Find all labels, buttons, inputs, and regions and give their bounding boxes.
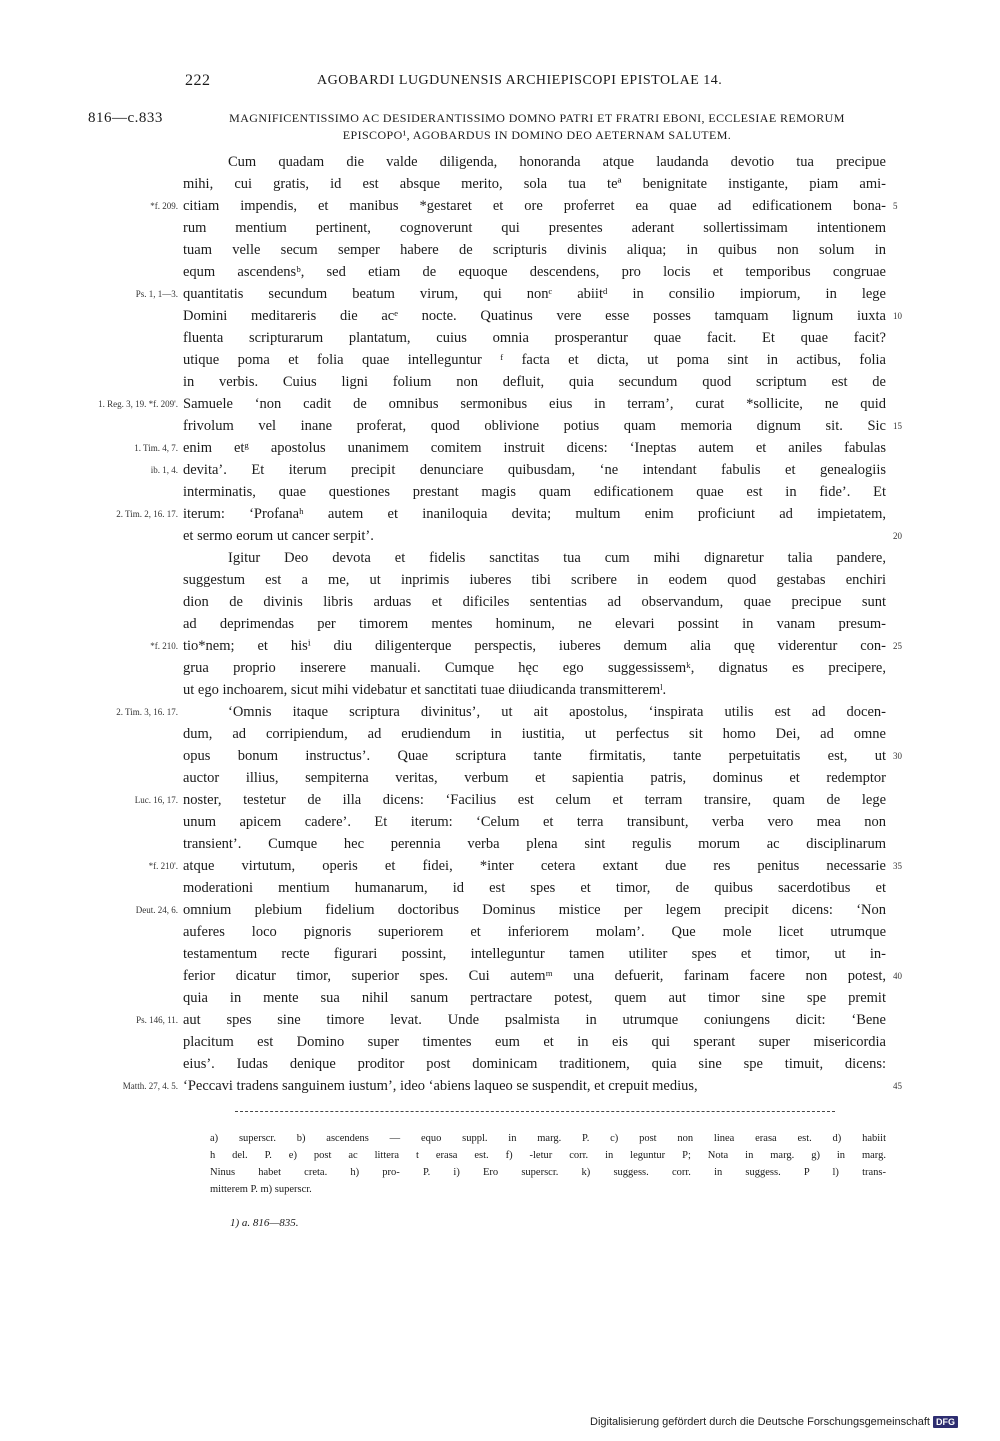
- text-line: transient’. Cumque hec perennia verba plena sint regulis morum ac disciplinarum: [183, 836, 886, 852]
- dfg-logo-icon: DFG: [933, 1416, 958, 1428]
- text-line: ad deprimendas per timorem mentes hominum, ne elevari possint in vanam presum-: [183, 616, 886, 632]
- text-line: Igitur Deo devota et fidelis sanctitas tua cum mihi dignaretur talia pandere,: [228, 550, 886, 566]
- credit-text: Digitalisierung gefördert durch die Deutsche Forschungsgemeinschaft: [590, 1416, 930, 1428]
- margin-reference: 2. Tim. 3, 16. 17.: [116, 707, 178, 717]
- text-line: auferes loco pignoris superiorem et inferiorem molam’. Que mole licet utrumque: [183, 924, 886, 940]
- text-line: utique poma et folia quae intelleguntur ᶠ facta et dicta, ut poma sint in actibus, folia: [183, 352, 886, 368]
- text-line: grua proprio inserere manuali. Cumque hęc ego suggessissemᵏ, dignatus es precipere,: [183, 660, 886, 676]
- running-title: AGOBARDI LUGDUNENSIS ARCHIEPISCOPI EPISTOLAE 14.: [317, 73, 723, 88]
- margin-reference: Ps. 1, 1—3.: [135, 289, 178, 299]
- text-line: omnium plebium fidelium doctoribus Dominus mistice per legem precipit dicens: ‘Non: [183, 902, 886, 918]
- text-line: rum mentium pertinent, cognoverunt qui presentes aderant sollertissimam intentionem: [183, 220, 886, 236]
- line-number: 25: [893, 641, 902, 651]
- text-line: tio*nem; et hisⁱ diu diligenterque perspectis, iuberes demum alia quę viderentur con-: [183, 638, 886, 654]
- line-number: 5: [893, 201, 898, 211]
- margin-reference: *f. 209.: [150, 201, 178, 211]
- text-line: ferior dicatur timor, superior spes. Cui autemᵐ una defuerit, farinam facere non potest,: [183, 968, 886, 984]
- text-line: citiam impendis, et manibus *gestaret et ore proferret ea quae ad edificationem bona-: [183, 198, 886, 214]
- text-line: interminatis, quae questiones prestant magis quam edificationem quae est in fide’. Et: [183, 484, 886, 500]
- text-line: dion de divinis libris arduas et dificiles sententias ad observandum, quae precipue sunt: [183, 594, 886, 610]
- margin-reference: 1. Reg. 3, 19. *f. 209'.: [98, 399, 178, 409]
- footnote-line: a) superscr. b) ascendens — equo suppl. in marg. P. c) post non linea erasa est. d) habiit: [210, 1133, 886, 1144]
- text-line: unum apicem cadere’. Et iterum: ‘Celum et terra transibunt, verba vero mea non: [183, 814, 886, 830]
- text-line: ut ego inchoarem, sicut mihi videbatur et sanctitati tuae diiudicanda transmitteremˡ.: [183, 682, 667, 698]
- page-number: 222: [185, 72, 211, 89]
- line-number: 10: [893, 311, 902, 321]
- line-number: 20: [893, 531, 902, 541]
- text-line: testamentum recte figurari possint, intelleguntur tamen utiliter spes et timor, ut in-: [183, 946, 886, 962]
- footnote-line: h del. P. e) post ac littera t erasa est. f) -letur corr. in leguntur P; Nota in marg. g) in marg.: [210, 1150, 886, 1161]
- text-line: in verbis. Cuius ligni folium non defluit, quia secundum quod scriptum est de: [183, 374, 886, 390]
- text-line: iterum: ‘Profanaʰ autem et inaniloquia devita; multum enim proficiunt ad impietatem,: [183, 506, 886, 522]
- text-line: auctor illius, sempiterna veritas, verbum et sapientia patris, dominus et redemptor: [183, 770, 886, 786]
- text-line: tuam velle secum semper habere de scripturis divinis aliqua; in quibus non solum in: [183, 242, 886, 258]
- digitization-credit: [590, 1416, 958, 1428]
- text-line: suggestum est a me, ut inprimis iuberes tibi scribere in eodem quod gestabas enchiri: [183, 572, 886, 588]
- margin-reference: Ps. 146, 11.: [136, 1015, 178, 1025]
- text-line: quantitatis secundum beatum virum, qui nonᶜ abiitᵈ in consilio impiorum, in lege: [183, 286, 886, 302]
- text-line: frivolum vel inane proferat, quod oblivione potius quam memoria dignum sit. Sic: [183, 418, 886, 434]
- text-line: enim etᵍ apostolus unanimem comitem instruit dicens: ‘Ineptas autem et aniles fabulas: [183, 440, 886, 456]
- text-line: equm ascendensᵇ, sed etiam de equoque descendens, pro locis et temporibus congruae: [183, 264, 886, 280]
- line-number: 40: [893, 971, 902, 981]
- text-line: et sermo eorum ut cancer serpit’.: [183, 528, 374, 544]
- text-line: Domini meditareris die acᵉ nocte. Quatinus vere esse posses tamquam lignum iuxta: [183, 308, 886, 324]
- text-line: Cum quadam die valde diligenda, honoranda atque laudanda devotio tua precipue: [228, 154, 886, 170]
- text-line: atque virtutum, operis et fidei, *inter cetera extant due res penitus necessarie: [183, 858, 886, 874]
- margin-reference: ib. 1, 4.: [150, 465, 178, 475]
- text-line: aut spes sine timore levat. Unde psalmista in utrumque coniungens dicit: ‘Bene: [183, 1012, 886, 1028]
- text-line: noster, testetur de illa dicens: ‘Facilius est celum et terram transire, quam de lege: [183, 792, 886, 808]
- footnote-line: mitterem P. m) superscr.: [210, 1184, 312, 1195]
- footnote-separator: [235, 1111, 835, 1112]
- footnote-1: 1) a. 816—835.: [230, 1217, 299, 1229]
- text-line: moderationi mentium humanarum, id est spes et timor, de quibus sacerdotibus et: [183, 880, 886, 896]
- margin-reference: Matth. 27, 4. 5.: [122, 1081, 178, 1091]
- text-line: dum, ad corripiendum, ad erudiendum in iustitia, ut perfectus sit homo Dei, ad omne: [183, 726, 886, 742]
- footnote-line: Ninus habet creta. h) pro- P. i) Ero superscr. k) suggess. corr. in suggess. P l) trans-: [210, 1167, 886, 1178]
- margin-reference: Luc. 16, 17.: [134, 795, 178, 805]
- margin-reference: Deut. 24, 6.: [135, 905, 178, 915]
- text-line: quia in mente sua nihil sanum pertractare potest, quem aut timor sine spe premit: [183, 990, 886, 1006]
- line-number: 30: [893, 751, 902, 761]
- text-line: fluenta scripturarum plantatum, cuius omnia prosperantur quae facit. Et quae facit?: [183, 330, 886, 346]
- text-line: ‘Peccavi tradens sanguinem iustum’, ideo ‘abiens laqueo se suspendit, et crepuit medius,: [183, 1078, 698, 1094]
- margin-reference: 2. Tim. 2, 16. 17.: [116, 509, 178, 519]
- text-line: devita’. Et iterum precipit denunciare quibusdam, ‘ne intendant fabulis et genealogiis: [183, 462, 886, 478]
- text-line: ‘Omnis itaque scriptura divinitus’, ut ait apostolus, ‘inspirata utilis est ad docen-: [228, 704, 886, 720]
- margin-reference: *f. 210'.: [148, 861, 178, 871]
- letter-date-range: 816—c.833: [88, 110, 163, 126]
- margin-reference: *f. 210.: [150, 641, 178, 651]
- text-line: opus bonum instructus’. Quae scriptura tante firmitatis, tante perpetuitatis est, ut: [183, 748, 886, 764]
- line-number: 35: [893, 861, 902, 871]
- margin-reference: 1. Tim. 4, 7.: [134, 443, 178, 453]
- letter-heading: MAGNIFICENTISSIMO AC DESIDERANTISSIMO DOMNO PATRI ET FRATRI EBONI, ECCLESIAE REMORUM EPISCOPO¹, AGOBARDUS IN DOMINO DEO AETERNAM SALUTEM.: [229, 111, 845, 142]
- text-line: placitum est Domino super timentes eum et in eis qui sperant super misericordia: [183, 1034, 886, 1050]
- line-number: 45: [893, 1081, 902, 1091]
- text-line: eius’. Iudas denique proditor post dominicam traditionem, quia sine spe timuit, dicens:: [183, 1056, 886, 1072]
- text-line: Samuele ‘non cadit de omnibus sermonibus eius in terram’, curat *sollicite, ne quid: [183, 396, 886, 412]
- line-number: 15: [893, 421, 902, 431]
- text-line: mihi, cui gratis, id est absque merito, sola tua teª benignitate instigante, piam ami-: [183, 176, 886, 192]
